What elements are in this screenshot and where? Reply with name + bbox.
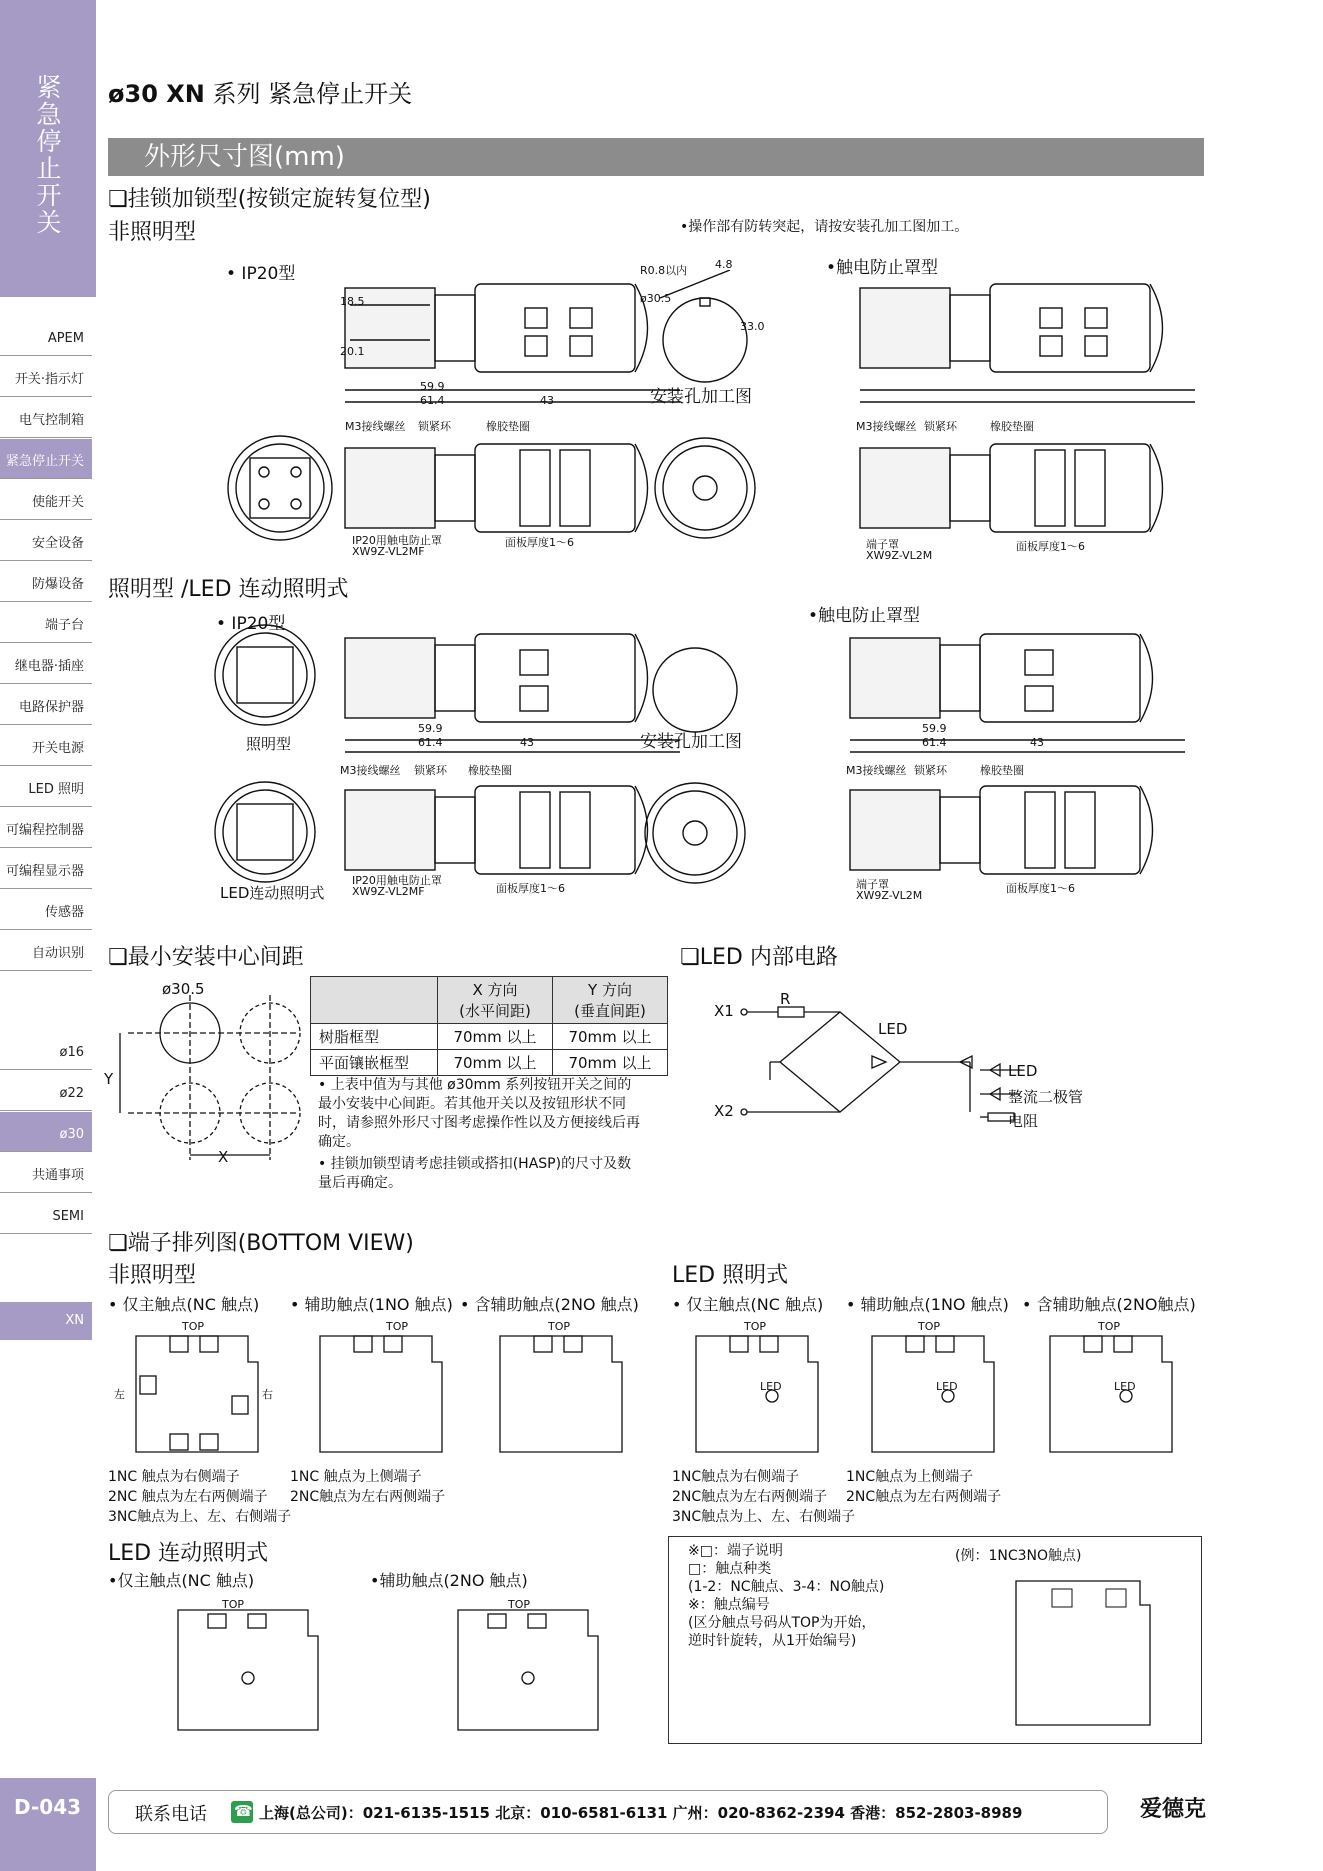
series-code: ø30 XN bbox=[108, 80, 205, 108]
m3-label-1: M3接线螺丝 bbox=[345, 420, 406, 433]
dim-d30: ø30.5 bbox=[640, 292, 672, 305]
terminal-cover-label-2: 端子罩 bbox=[856, 878, 889, 891]
ring-label-3: 锁紧环 bbox=[414, 764, 447, 777]
terminal-diagrams-row bbox=[108, 1316, 1208, 1464]
circuit-x1: X1 bbox=[714, 1002, 734, 1020]
sidebar-size-1[interactable]: ø22 bbox=[0, 1071, 92, 1111]
note-line: 1NC触点为上侧端子 bbox=[846, 1469, 974, 1485]
table-cell: 树脂框型 bbox=[311, 1024, 438, 1050]
gasket-label-3: 橡胶垫圈 bbox=[468, 764, 512, 777]
note-line: 1NC 触点为右侧端子 bbox=[108, 1469, 240, 1485]
term-notes-col2 bbox=[290, 1466, 445, 1506]
sidebar-item-xn[interactable]: XN bbox=[0, 1302, 92, 1340]
gasket-label-4: 橡胶垫圈 bbox=[980, 764, 1024, 777]
term-led-3: LED bbox=[1114, 1380, 1136, 1393]
term-top-6: TOP bbox=[1098, 1320, 1121, 1333]
legend-diode: 整流二极管 bbox=[1008, 1088, 1084, 1106]
footer-contact bbox=[108, 1790, 1108, 1834]
legend-example-diagram bbox=[1010, 1575, 1170, 1735]
term-notes-col1 bbox=[108, 1466, 291, 1526]
vl2m-label-1: XW9Z-VL2M bbox=[866, 549, 933, 562]
panel-label-3: 面板厚度1～6 bbox=[496, 882, 565, 895]
note-line: 1NC 触点为上侧端子 bbox=[290, 1469, 422, 1485]
circuit-led: LED bbox=[878, 1020, 908, 1038]
term-linked-2: •辅助触点(2NO 触点) bbox=[370, 1571, 528, 1590]
gasket-label-2: 橡胶垫圈 bbox=[990, 420, 1034, 433]
switch-front-view bbox=[228, 436, 332, 540]
page-number: D-043 bbox=[14, 1795, 82, 1819]
table-cell: 平面镶嵌框型 bbox=[311, 1050, 438, 1076]
panel-label-1: 面板厚度1～6 bbox=[505, 536, 574, 549]
led-circuit-diagram bbox=[700, 980, 1120, 1140]
term-linked-1: •仅主触点(NC 触点) bbox=[108, 1571, 255, 1590]
legend-resistor: 电阻 bbox=[1008, 1112, 1039, 1130]
spacing-note-1: • 上表中值为与其他 ø30mm 系列按钮开关之间的最小安装中心间距。若其他开关以及按钮形状不同时，请参照外形尺寸图考虑操作性以及方便接线后再确定。 bbox=[318, 1077, 640, 1150]
spacing-diam: ø30.5 bbox=[162, 980, 205, 998]
m3-label-2: M3接线螺丝 bbox=[856, 420, 917, 433]
terminal-heading: ❏端子排列图(BOTTOM VIEW) bbox=[108, 1231, 414, 1256]
footer-phones: 上海(总公司)：021-6135-1515 北京：010-6581-6131 广州：020-8362-2394 香港：852-2803-8989 bbox=[259, 1804, 1023, 1822]
dim-59-9-c: 59.9 bbox=[922, 722, 947, 735]
non-lit-heading: 非照明型 bbox=[108, 220, 197, 245]
sidebar-item-7[interactable]: 端子台 bbox=[0, 603, 92, 643]
panel-label-2: 面板厚度1～6 bbox=[1016, 540, 1085, 553]
term-led-1: LED bbox=[760, 1380, 782, 1393]
spacing-table bbox=[310, 976, 668, 1076]
term-type-3: • 含辅助触点(2NO 触点) bbox=[460, 1295, 639, 1314]
sidebar-item-12[interactable]: 可编程控制器 bbox=[0, 808, 92, 848]
table-cell: 70mm 以上 bbox=[553, 1050, 668, 1076]
mounting-hole-drawing bbox=[660, 270, 747, 382]
note-line: 2NC触点为左右两侧端子 bbox=[846, 1489, 1002, 1505]
hole-label-2: 安装孔加工图 bbox=[640, 732, 742, 752]
sidebar-size-4[interactable]: SEMI bbox=[0, 1194, 92, 1234]
table-cell: 70mm 以上 bbox=[553, 1024, 668, 1050]
ip20-guard-label-1: IP20用触电防止罩 bbox=[352, 534, 442, 547]
sidebar-item-8[interactable]: 继电器·插座 bbox=[0, 644, 92, 684]
ring-label-1: 锁紧环 bbox=[418, 420, 451, 433]
padlock-heading: ❏挂锁加锁型(按锁定旋转复位型) bbox=[108, 187, 431, 212]
dim-59-9-b: 59.9 bbox=[418, 722, 443, 735]
ring-label-2: 锁紧环 bbox=[924, 420, 957, 433]
circuit-r: R bbox=[780, 990, 791, 1008]
sidebar-item-6[interactable]: 防爆设备 bbox=[0, 562, 92, 602]
led-linked-label: LED连动照明式 bbox=[220, 884, 325, 902]
footer-label: 联系电话 bbox=[135, 1804, 207, 1825]
spacing-heading: ❏最小安装中心间距 bbox=[108, 945, 304, 970]
terminal-led-linked: LED 连动照明式 bbox=[108, 1541, 269, 1566]
term-led-type-2: • 辅助触点(1NO 触点) bbox=[846, 1295, 1009, 1314]
sidebar-item-14[interactable]: 传感器 bbox=[0, 890, 92, 930]
sidebar-size-3[interactable]: 共通事项 bbox=[0, 1153, 92, 1193]
lit-type-label: 照明型 bbox=[246, 735, 292, 753]
spacing-note-2: • 挂锁加锁型请考虑挂锁或搭扣(HASP)的尺寸及数量后再确定。 bbox=[318, 1156, 632, 1191]
lit-heading: 照明型 /LED 连动照明式 bbox=[108, 577, 349, 602]
sidebar-item-5[interactable]: 安全设备 bbox=[0, 521, 92, 561]
m3-label-4: M3接线螺丝 bbox=[846, 764, 907, 777]
dim-43-c: 43 bbox=[1030, 736, 1044, 749]
sidebar-item-15[interactable]: 自动识别 bbox=[0, 931, 92, 971]
linked-top-2: TOP bbox=[508, 1598, 531, 1611]
term-led-2: LED bbox=[936, 1380, 958, 1393]
legend-led: LED bbox=[1008, 1062, 1038, 1080]
terminal-led-lit: LED 照明式 bbox=[672, 1263, 789, 1288]
table-row bbox=[311, 1050, 668, 1076]
dim-18-5: 18.5 bbox=[340, 295, 365, 308]
sidebar-item-10[interactable]: 开关电源 bbox=[0, 726, 92, 766]
term-led-type-1: • 仅主触点(NC 触点) bbox=[672, 1295, 824, 1314]
section-banner: 外形尺寸图(mm) bbox=[108, 138, 1204, 176]
table-cell: 70mm 以上 bbox=[438, 1024, 553, 1050]
dim-61-4: 61.4 bbox=[420, 394, 445, 407]
legend-line-4: (区分触点号码从TOP为开始， bbox=[688, 1615, 876, 1631]
spacing-col-y: Y 方向 (垂直间距) bbox=[553, 977, 668, 1024]
sidebar-item-0[interactable]: APEM bbox=[0, 316, 92, 356]
ring-label-4: 锁紧环 bbox=[914, 764, 947, 777]
led-circuit-heading: ❏LED 内部电路 bbox=[680, 945, 838, 970]
dim-61-4-b: 61.4 bbox=[418, 736, 443, 749]
phone-icon bbox=[231, 1801, 253, 1823]
spacing-x: X bbox=[218, 1148, 229, 1166]
dim-43: 43 bbox=[540, 394, 554, 407]
brand-logo: 爱德克 bbox=[1140, 1797, 1207, 1822]
term-led-type-3: • 含辅助触点(2NO触点) bbox=[1022, 1295, 1196, 1314]
legend-line-5: 逆时针旋转，从1开始编号) bbox=[688, 1633, 857, 1649]
legend-title: ※□：端子说明 bbox=[688, 1543, 783, 1559]
sidebar-item-4[interactable]: 使能开关 bbox=[0, 480, 92, 520]
sidebar-item-2[interactable]: 电气控制箱 bbox=[0, 398, 92, 438]
table-cell: 70mm 以上 bbox=[438, 1050, 553, 1076]
hole-label-1: 安装孔加工图 bbox=[650, 387, 752, 407]
sidebar-item-3[interactable]: 紧急停止开关 bbox=[0, 439, 92, 479]
dim-4-8: 4.8 bbox=[715, 258, 733, 271]
m3-label-3: M3接线螺丝 bbox=[340, 764, 401, 777]
table-row bbox=[311, 1024, 668, 1050]
panel-label-4: 面板厚度1～6 bbox=[1006, 882, 1075, 895]
panel-front-view bbox=[655, 438, 755, 538]
vl2m-label-2: XW9Z-VL2M bbox=[856, 889, 923, 902]
linked-top-1: TOP bbox=[222, 1598, 245, 1611]
dimension-drawings-non-lit bbox=[200, 270, 1220, 560]
term-top-3: TOP bbox=[548, 1320, 571, 1333]
term-left-1: 左 bbox=[114, 1388, 125, 1401]
switch-side-view-ip20 bbox=[345, 284, 680, 402]
term-type-2: • 辅助触点(1NO 触点) bbox=[290, 1295, 453, 1314]
legend-line-1: □：触点种类 bbox=[688, 1561, 772, 1577]
legend-example: (例：1NC3NO触点) bbox=[955, 1548, 1082, 1564]
term-notes-led2 bbox=[846, 1466, 1001, 1506]
title-text: 系列 紧急停止开关 bbox=[212, 80, 413, 108]
note-line: 3NC触点为上、左、右侧端子 bbox=[108, 1509, 292, 1525]
gasket-label-1: 橡胶垫圈 bbox=[486, 420, 530, 433]
term-right-1: 右 bbox=[262, 1388, 273, 1401]
dim-43-b: 43 bbox=[520, 736, 534, 749]
term-notes-led1 bbox=[672, 1466, 855, 1526]
ip20-label-2: • IP20型 bbox=[216, 614, 286, 634]
switch-side-view-guard bbox=[860, 284, 1195, 532]
anti-rotation-note: •操作部有防转突起，请按安装孔加工图加工。 bbox=[680, 219, 969, 235]
note-line: 2NC触点为左右两侧端子 bbox=[672, 1489, 828, 1505]
page-number-box bbox=[0, 1778, 96, 1871]
vl2mf-label-1: XW9Z-VL2MF bbox=[352, 545, 425, 558]
sidebar-size-2[interactable]: ø30 bbox=[0, 1112, 92, 1152]
dim-r08: R0.8以内 bbox=[640, 264, 688, 277]
page-title bbox=[108, 74, 412, 109]
sidebar-size-0[interactable]: ø16 bbox=[0, 1030, 92, 1070]
note-line: 1NC触点为右侧端子 bbox=[672, 1469, 800, 1485]
note-line: 2NC触点为左右两侧端子 bbox=[290, 1489, 446, 1505]
sidebar-item-13[interactable]: 可编程显示器 bbox=[0, 849, 92, 889]
sidebar-item-1[interactable]: 开关·指示灯 bbox=[0, 357, 92, 397]
sidebar-header bbox=[0, 0, 96, 297]
legend-line-3: ※：触点编号 bbox=[688, 1597, 770, 1613]
spacing-col-blank bbox=[311, 977, 438, 1024]
sidebar-item-11[interactable]: LED 照明 bbox=[0, 767, 92, 807]
ip20-guard-label-2: IP20用触电防止罩 bbox=[352, 874, 442, 887]
spacing-y: Y bbox=[104, 1070, 114, 1088]
dim-59-9: 59.9 bbox=[420, 380, 445, 393]
sidebar-item-9[interactable]: 电路保护器 bbox=[0, 685, 92, 725]
term-top-4: TOP bbox=[744, 1320, 767, 1333]
legend-line-2: (1-2：NC触点、3-4：NO触点) bbox=[688, 1579, 885, 1595]
note-line: 2NC 触点为左右两侧端子 bbox=[108, 1489, 268, 1505]
spacing-col-x: X 方向 (水平间距) bbox=[438, 977, 553, 1024]
vl2mf-label-2: XW9Z-VL2MF bbox=[352, 885, 425, 898]
terminal-non-lit: 非照明型 bbox=[108, 1263, 197, 1288]
term-top-2: TOP bbox=[386, 1320, 409, 1333]
terminal-legend-text bbox=[688, 1542, 884, 1650]
dim-33: 33.0 bbox=[740, 320, 765, 333]
term-type-1: • 仅主触点(NC 触点) bbox=[108, 1295, 260, 1314]
dim-20-1: 20.1 bbox=[340, 345, 365, 358]
terminal-diagrams-linked bbox=[108, 1592, 668, 1742]
note-line: 3NC触点为上、左、右侧端子 bbox=[672, 1509, 856, 1525]
spacing-diagram bbox=[108, 975, 308, 1175]
finger-guard-label: •触电防止罩型 bbox=[826, 258, 939, 278]
term-top-5: TOP bbox=[918, 1320, 941, 1333]
term-top-1: TOP bbox=[182, 1320, 205, 1333]
dim-61-4-c: 61.4 bbox=[922, 736, 947, 749]
finger-guard-label-2: •触电防止罩型 bbox=[808, 606, 921, 626]
terminal-cover-label-1: 端子罩 bbox=[866, 538, 899, 551]
ip20-label: • IP20型 bbox=[226, 264, 296, 284]
sidebar-vertical-title: 紧急停止开关 bbox=[36, 73, 62, 237]
circuit-x2: X2 bbox=[714, 1102, 734, 1120]
